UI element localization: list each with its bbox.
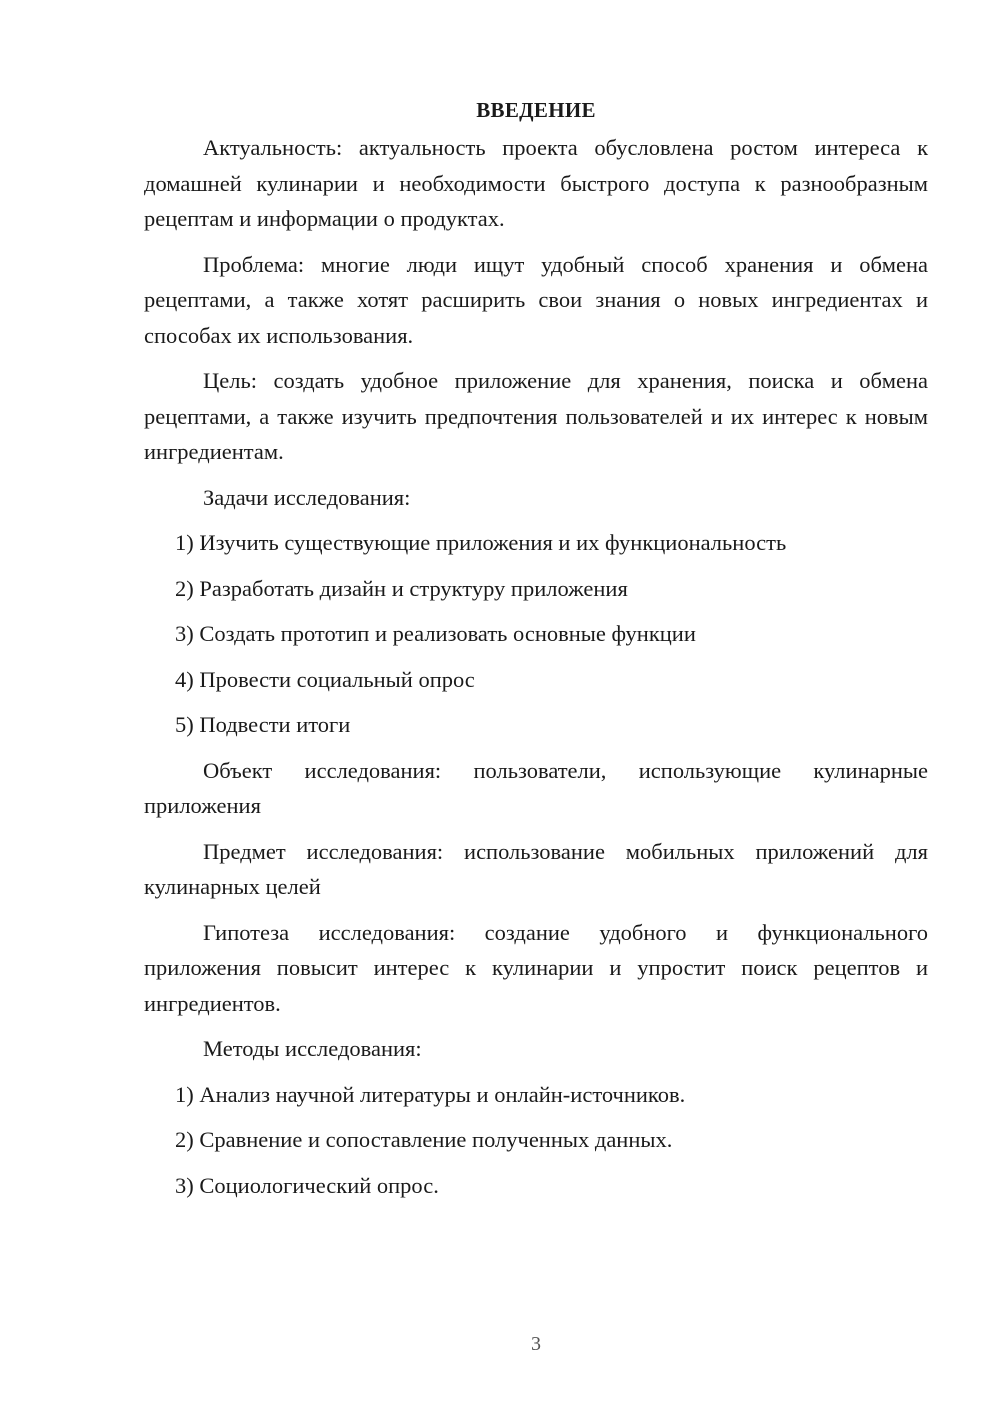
list-item: 3) Социологический опрос. [175,1172,439,1198]
methods-label: Методы исследования: [203,1036,422,1061]
methods-list [144,1077,928,1204]
list-item: 4) Провести социальный опрос [175,666,475,692]
page-number-text: 3 [531,1333,541,1355]
subject-paragraph: Предмет исследования: использование мобильных приложений для кулинарных целей [144,838,928,899]
tasks-label: Задачи исследования: [203,484,411,510]
goal-paragraph: Цель: создать удобное приложение для хранения, поиска и обмена рецептами, а также изучить предпочтения пользователей и их интерес к новым ингредиентам. [144,368,928,464]
hypothesis-paragraph: Гипотеза исследования: создание удобного и функционального приложения повысит интерес к кулинарии и упростит поиск рецептов и ингредиентов. [144,919,928,1016]
tasks-list [144,525,928,743]
page-number [72,1333,1000,1356]
list-item: 1) Изучить существующие приложения и их функциональность [175,530,787,555]
document-body [144,92,928,1213]
problem-paragraph: Проблема: многие люди ищут удобный способ хранения и обмена рецептами, а также хотят расширить свои знания о новых ингредиентах и способах их использования. [144,251,928,348]
list-item: 1) Анализ научной литературы и онлайн-источников. [175,1081,686,1107]
section-title: ВВЕДЕНИЕ [476,98,596,122]
object-paragraph: Объект исследования: пользователи, использующие кулинарные приложения [144,757,928,818]
list-item: 3) Создать прототип и реализовать основные функции [175,621,696,646]
list-item: 2) Разработать дизайн и структуру приложения [175,575,628,601]
list-item: 2) Сравнение и сопоставление полученных данных. [175,1127,673,1152]
list-item: 5) Подвести итоги [175,712,351,737]
relevance-paragraph: Актуальность: актуальность проекта обусловлена ростом интереса к домашней кулинарии и необходимости быстрого доступа к разнообразным рецептам и информации о продуктах. [144,135,928,231]
